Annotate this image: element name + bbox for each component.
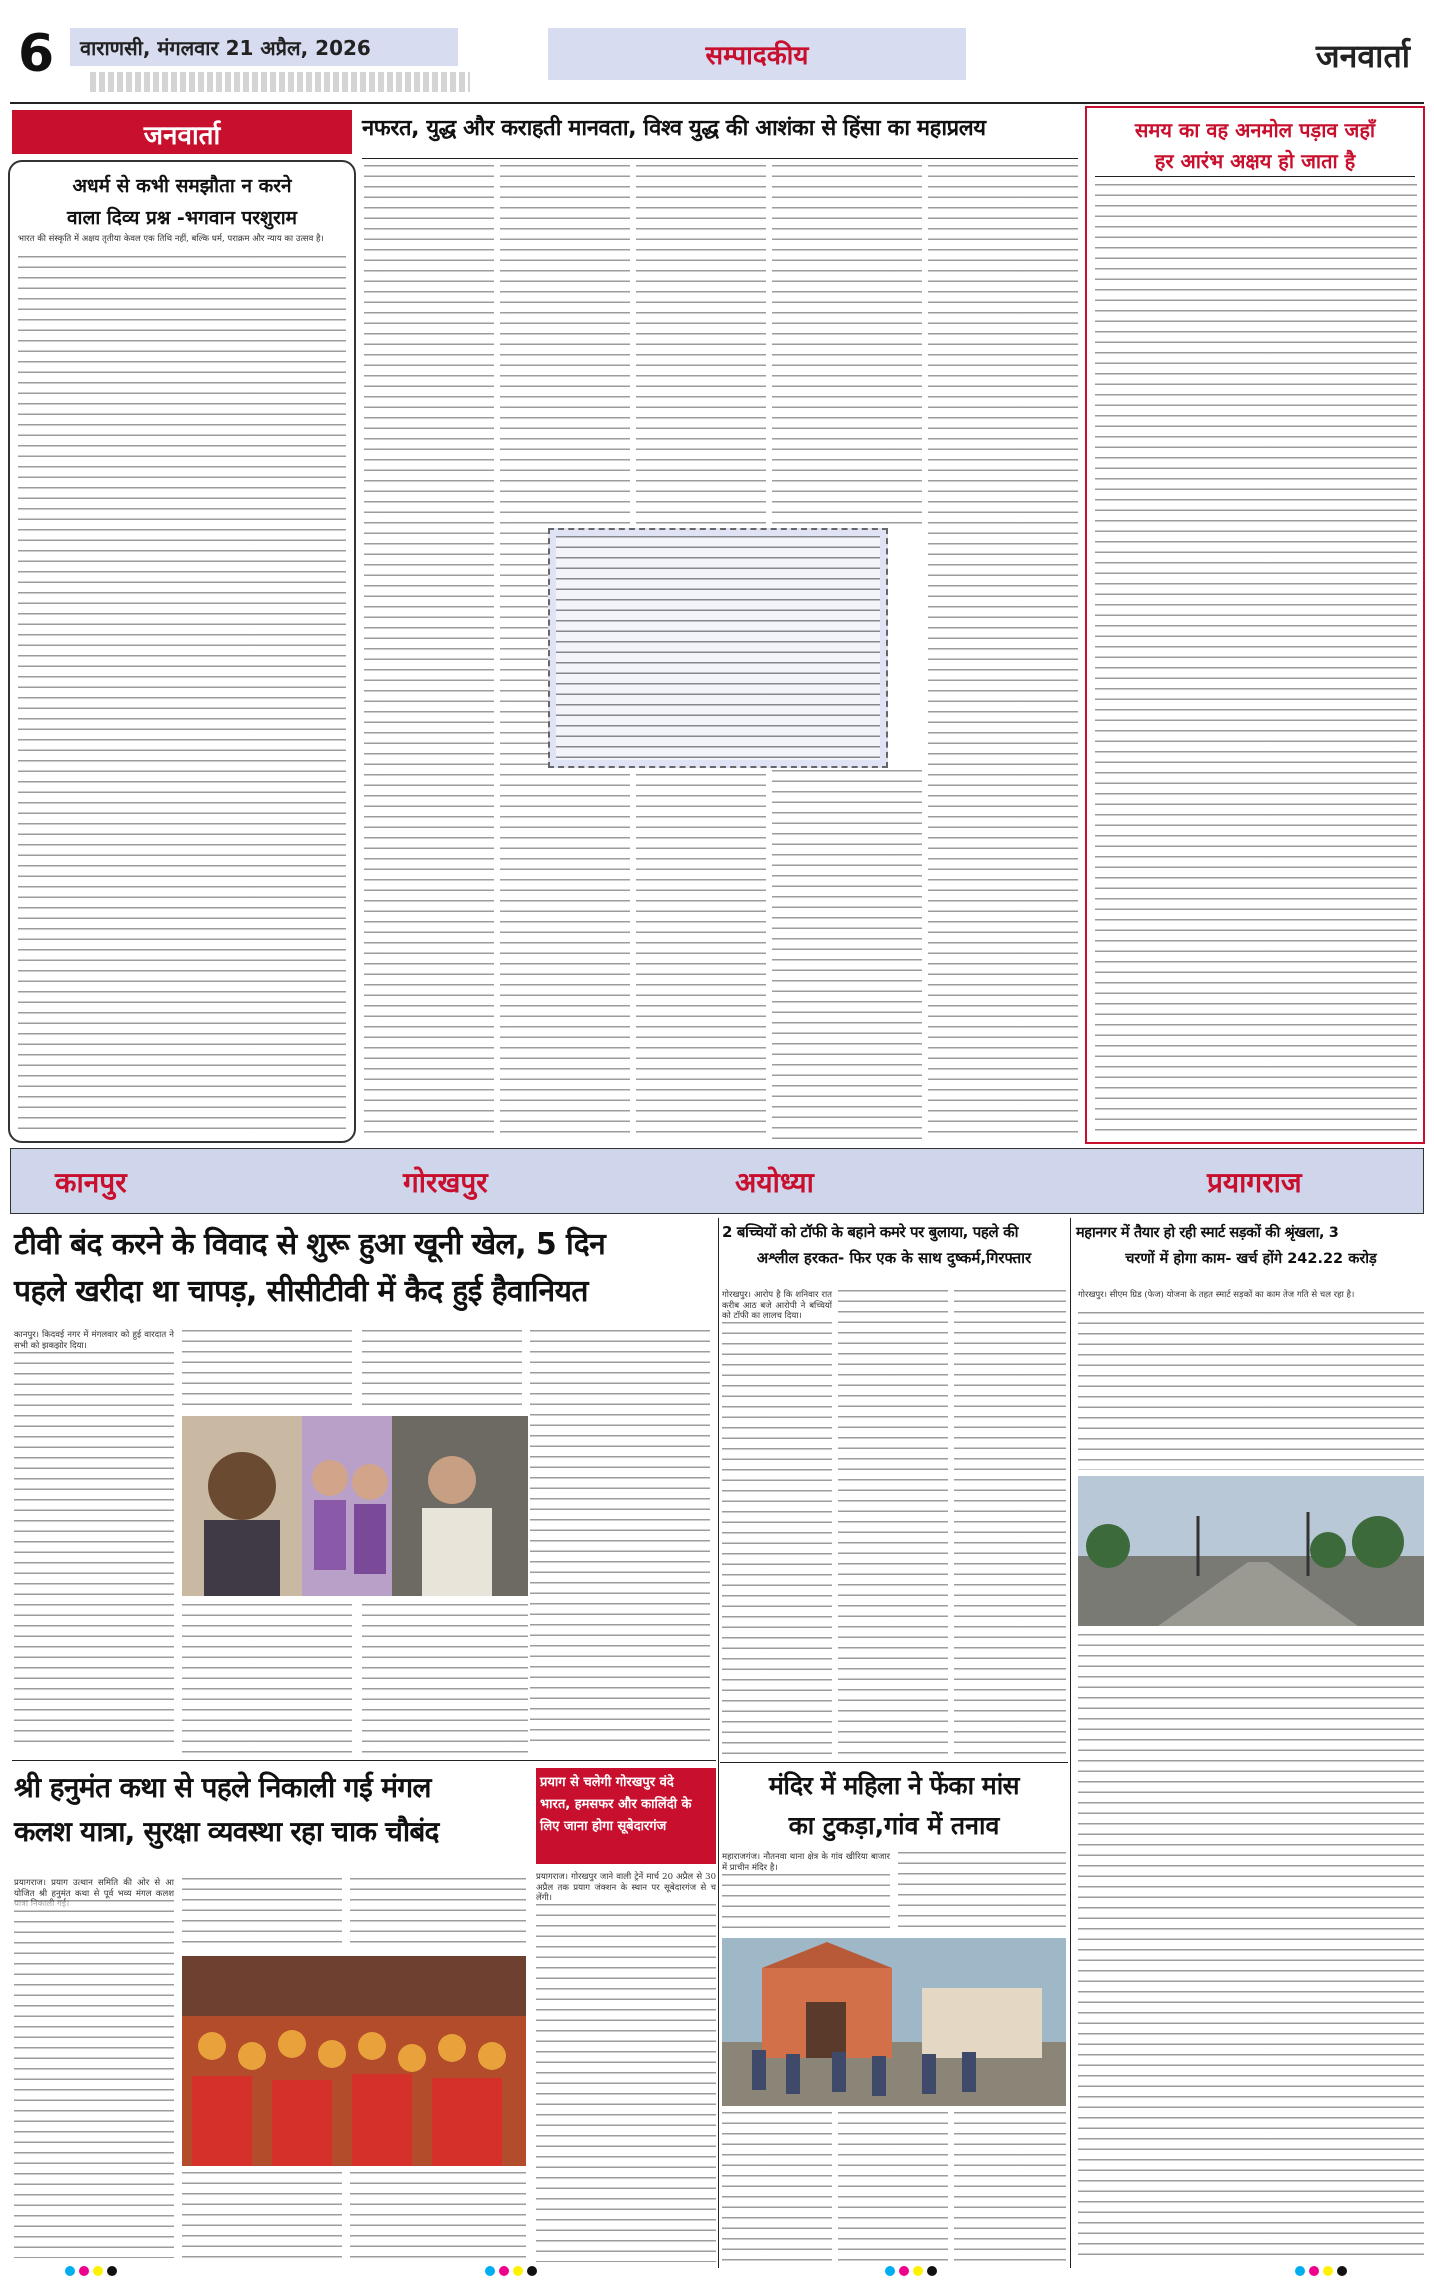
temple-col-2 [898,1852,1066,1932]
hanuman-first-line: प्रयागराज। प्रयाग उत्थान समिति की ओर से आयोजित श्री हनुमंत कथा से पूर्व भव्य मंगल कलश [14,1878,174,1899]
left-editorial-first-line: भारत की संस्कृति में अक्षय तृतीया केवल एक तिथि नहीं, बल्कि धर्म, पराक्रम और न्याय का उत्सव है। [18,234,324,244]
kanpur-first-line: कानपुर। किदवई नगर में मंगलवार को हुई वारदात ने सभी को झकझोर दिया। [14,1330,174,1351]
prayagraj-photo-art [1078,1476,1424,1626]
section-title: सम्पादकीय [705,41,809,71]
kanpur-headline-2: पहले खरीदा था चापड़, सीसीटीवी में कैद हुई हैवानियत [14,1274,588,1309]
train-headline-3: लिए जाना होगा सूबेदारगंज [540,1819,667,1834]
logo-tag [12,110,352,154]
ayodhya-col-3 [954,1290,1066,1760]
page-number: 6 [18,24,55,84]
prayagraj-headline-2: चरणों में होगा काम- खर्च होंगे 242.22 करोड़ [1125,1251,1377,1267]
ayodhya-col-2 [838,1290,948,1760]
logo-tag-text: जनवार्ता [143,121,221,151]
hanuman-col-1 [14,1878,174,2258]
section-box [548,28,966,80]
prayagraj-headline [1076,1222,1426,1292]
kanpur-photo [182,1416,528,1596]
city-ayodhya: अयोध्या [735,1166,814,1199]
kanpur-col-5 [182,1604,352,1754]
hanuman-col-2 [182,1878,342,1948]
city-kanpur: कानपुर [55,1166,127,1199]
train-headline-1: प्रयाग से चलेगी गोरखपुर वंदे [540,1775,674,1790]
temple-col-1 [722,1852,890,1932]
hanuman-photo [182,1956,526,2166]
kanpur-col-6 [362,1604,528,1754]
ayodhya-headline [722,1222,1066,1292]
dateline-ghost [90,72,470,92]
hanuman-photo-art [182,1956,526,2166]
paper-name: जनवार्ता [1315,37,1410,75]
right-editorial-title-1: समय का वह अनमोल पड़ाव जहाँ [1134,118,1376,142]
city-gorakhpur: गोरखपुर [403,1166,488,1199]
left-editorial-body [18,234,346,1134]
prayagraj-body [1078,1634,1424,2262]
prayagraj-first-line: गोरखपुर। सीएम ग्रिड (फेज) योजना के तहत स्मार्ट सड़कों का काम तेज गति से चल रहा है। [1078,1290,1355,1300]
registration-marks [60,2262,1400,2274]
masthead [0,0,1434,115]
hanuman-headline [14,1768,534,1868]
temple-photo-art [722,1938,1066,2106]
editorial-col-4 [772,165,922,525]
train-first-line: प्रयागराज। गोरखपुर जाने वाली ट्रेनें मार्च 20 अप्रैल से 30 अप्रैल तक प्रयाग जंक्शन के स्थान पर सूबेदारगंज से चलेंगी। [536,1872,716,1904]
prayagraj-intro [1078,1290,1424,1470]
hanuman-col-5 [350,2172,526,2262]
temple-col-4 [838,2112,948,2262]
dateline: वाराणसी, मंगलवार 21 अप्रैल, 2026 [80,36,371,60]
kanpur-photo-art [182,1416,528,1596]
kanpur-headline [14,1222,714,1322]
left-editorial-title-2: वाला दिव्य प्रश्न -भगवान परशुराम [66,207,298,229]
editorial-col-4b [772,770,922,1140]
right-editorial [1085,106,1425,1144]
registration-dots [60,2265,1400,2277]
ayodhya-headline-2: अश्लील हरकत- फिर एक के साथ दुष्कर्म,गिरफ्तार [756,1249,1032,1267]
temple-headline [722,1768,1066,1848]
temple-headline-1: मंदिर में महिला ने फेंका मांस [768,1771,1020,1800]
ayodhya-first-line: गोरखपुर। आरोप है कि शनिवार रात करीब आठ बजे आरोपी ने बच्चियों को टॉफी का लालच दिया। [722,1290,832,1322]
kanpur-headline-1: टीवी बंद करने के विवाद से शुरू हुआ खूनी खेल, 5 दिन [14,1227,606,1262]
temple-col-5 [954,2112,1066,2262]
temple-col-3 [722,2112,832,2262]
city-prayagraj: प्रयागराज [1207,1166,1302,1199]
temple-first-line: महाराजगंज। नौतनवा थाना क्षेत्र के गांव खीरिया बाजार में प्राचीन मंदिर है। [722,1852,890,1873]
hanuman-col-3 [350,1878,526,1948]
hanuman-col-4 [182,2172,342,2262]
prayagraj-headline-1: महानगर में तैयार हो रही स्मार्ट सड़कों की श्रृंखला, 3 [1076,1225,1339,1241]
kanpur-col-4 [530,1330,710,1750]
ayodhya-col-1 [722,1290,832,1760]
kanpur-col-3 [362,1330,522,1410]
editorial-col-5 [928,165,1078,1140]
train-headline [536,1768,716,1864]
temple-headline-2: का टुकड़ा,गांव में तनाव [788,1811,1000,1840]
train-body [536,1872,716,2262]
kanpur-col-1 [14,1330,174,1750]
ayodhya-headline-1: 2 बच्चियों को टॉफी के बहाने कमरे पर बुलाया, पहले की [722,1223,1019,1241]
prayagraj-photo [1078,1476,1424,1626]
left-editorial [8,160,356,1143]
train-headline-2: भारत, हमसफर और कालिंदी के [540,1797,692,1812]
left-editorial-title-1: अधर्म से कभी समझौता न करने [72,175,292,197]
hanuman-headline-2: कलश यात्रा, सुरक्षा व्यवस्था रहा चाक चौबंद [14,1815,439,1848]
editorial-col-1 [364,165,494,1140]
city-band [10,1148,1424,1214]
hanuman-headline-1: श्री हनुमंत कथा से पहले निकाली गई मंगल [14,1771,431,1804]
right-editorial-title-2: हर आरंभ अक्षय हो जाता है [1154,149,1356,173]
main-headline: नफरत, युद्ध और कराहती मानवता, विश्व युद्ध की आशंका से हिंसा का महाप्रलय [362,116,986,141]
quote-box [548,528,888,768]
right-editorial-body [1095,184,1417,1136]
kanpur-col-2 [182,1330,352,1410]
dateline-box [70,28,458,66]
temple-photo [722,1938,1066,2106]
